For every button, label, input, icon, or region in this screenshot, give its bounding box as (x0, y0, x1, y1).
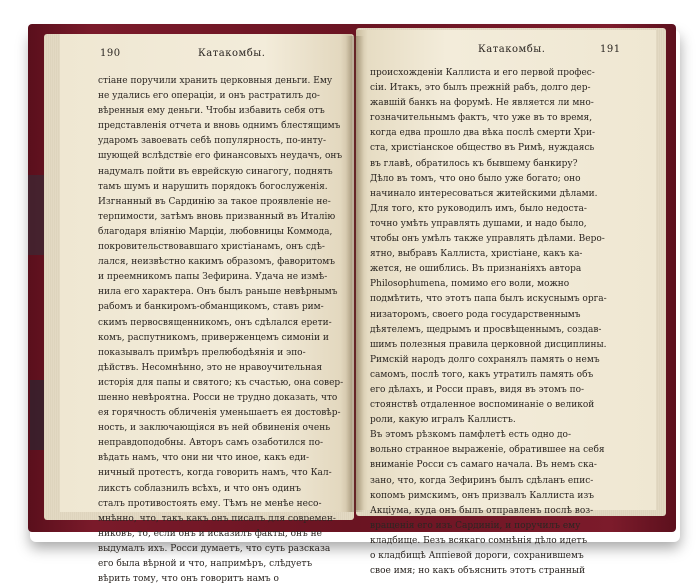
text-line: тамъ шумъ и нарушить порядокъ богослуженiя. (98, 181, 328, 192)
text-line: ста, христiанское общество въ Римѣ, нуждаясь (370, 143, 595, 154)
text-line: жавшiй банкъ на форумѣ. Не является ли мно- (370, 98, 594, 109)
text-line: сiи. Итакъ, это былъ прежнiй рабъ, долго дер- (370, 83, 591, 94)
text-line: когда едва прошло два вѣка послѣ смерти Хри- (370, 128, 596, 139)
text-line: надумалъ пойти въ еврейскую синагогу, поднять (98, 166, 333, 177)
text-line: исторiя для папы и святого; къ счастью, она совер- (98, 377, 344, 388)
text-line: Изгнанный въ Сардинiю за такое проявленiе не- (98, 196, 331, 207)
text-line: низаторомъ, своего рода государственнымъ (370, 309, 581, 320)
text-line: кладбище. Безъ всякаго сомнѣнiя дѣло идетъ (370, 535, 588, 546)
text-line: стоянствѣ отдаленное воспоминанiе о великой (370, 400, 595, 411)
text-line: дѣятелемъ, щедрымъ и просвѣщеннымъ, создав- (370, 324, 602, 335)
text-line: роли, какую игралъ Каллистъ. (370, 415, 516, 426)
text-line: свое имя; но какъ объяснить этотъ странный (370, 566, 586, 577)
text-line: вниманiе Росси съ самаго начала. Въ немъ ска- (370, 460, 597, 471)
text-line: Дѣло въ томъ, что оно было уже богато; оно (370, 173, 581, 184)
text-line: показывалъ примѣръ прелюбодѣянiя и эпо- (98, 347, 306, 358)
text-line: Для того, кто руководилъ имъ, было недоста- (370, 203, 587, 214)
text-line: шующей вслѣдствiе его финансовыхъ неудачъ, онъ (98, 151, 343, 162)
text-line: зано, что, когда Зефиринъ былъ сдѣланъ епис- (370, 475, 594, 486)
text-line: стiане поручили хранить церковныя деньги. Ему (98, 76, 333, 86)
book-gutter (346, 36, 364, 512)
text-line: неправдоподобны. Авторъ самъ озаботился по- (98, 438, 324, 449)
text-line: начинало интересоваться житейскими дѣлами. (370, 188, 598, 199)
page-text (98, 74, 348, 587)
text-line: не удались его операцiи, и онъ растратилъ до- (98, 91, 320, 102)
text-line: копомъ римскимъ, онъ призвалъ Каллиста изъ (370, 490, 594, 501)
text-line: и преемникомъ папы Зефирина. Удача не измѣ- (98, 272, 328, 283)
text-line: Акцiума, куда онъ былъ отправленъ послѣ воз- (370, 505, 594, 516)
page-number: 191 (600, 44, 621, 55)
text-line: терпимости, затѣмъ вновь призванный въ Италiю (98, 211, 336, 222)
text-line: дѣйствъ. Несомнѣнно, это не нравоучительная (98, 362, 323, 373)
text-line: вращенiя его изъ Сардинiи, и поручилъ ему (370, 520, 581, 531)
text-line: комъ, распутникомъ, приверженцемъ симонiи и (98, 332, 329, 343)
text-line: шимъ полезныя правила церковной дисциплины. (370, 339, 607, 350)
text-line: ятно, выбравъ Каллиста, христiане, какъ ка- (370, 249, 583, 260)
text-line: жется, не ошиблись. Въ признанiяхъ автора (370, 264, 582, 275)
text-line: рабомъ и банкиромъ-обманщикомъ, ставъ рим- (98, 302, 324, 313)
text-line: вѣдать намъ, что они ни что иное, какъ еди- (98, 453, 310, 464)
text-line: Римскiй народъ долго сохранялъ память о немъ (370, 354, 600, 365)
text-line: благодаря влiянiю Марцiи, любовницы Коммода, (98, 226, 333, 237)
text-line: чтобы онъ умѣлъ также управлять дѣлами. Веро- (370, 234, 605, 245)
text-line: его дѣлахъ, и Росси правъ, видя въ этомъ по- (370, 384, 585, 395)
left-page (60, 34, 352, 585)
text-line: вольно странное выраженiе, обратившее на себя (370, 445, 605, 456)
text-line: ничный протестъ, когда говорить намъ, что Кал- (98, 468, 332, 479)
text-line: ность, и заключающiяся въ ней обвиненiя очень (98, 423, 331, 434)
text-line: покровительствовавшаго христiанамъ, онъ сдѣ- (98, 242, 325, 253)
text-line: скимъ первосвященникомъ, онъ сдѣлался ерети- (98, 317, 332, 328)
text-line: вѣренныя ему деньги. Чтобы избавить себя отъ (98, 106, 325, 117)
right-page (356, 30, 656, 577)
text-line: сталъ противостоять ему. Тѣмъ не менѣе несо- (98, 498, 322, 509)
text-line: Philosophumena, помимо его воли, можно (370, 279, 570, 290)
text-line: ударомъ завоевать себѣ популярность, по-инту- (98, 136, 326, 147)
text-line: самомъ, послѣ того, какъ утратилъ память объ (370, 369, 594, 380)
running-header: Катакомбы. (198, 48, 266, 59)
page-number: 190 (100, 48, 121, 59)
text-line: его была вѣрной и что, напримѣръ, слѣдуетъ (98, 559, 313, 569)
text-line: выдумалъ ихъ. Росси думаетъ, что суть разсказа (98, 543, 331, 554)
page-text (370, 66, 632, 579)
text-line: представленiя отчета и вновь однимъ блестящимъ (98, 121, 341, 132)
text-line: лался, неизвѣстно какимъ образомъ, фаворитомъ (98, 257, 335, 268)
text-line: нила его характера. Онъ былъ раньше невѣрнымъ (98, 287, 338, 298)
text-line: Въ этомъ рѣзкомъ памфлетѣ есть одно до- (370, 430, 572, 441)
text-line: о кладбищѣ Аппiевой дороги, сохранившемъ (370, 551, 584, 561)
text-line: подмѣтить, что этотъ папа былъ искуснымъ орга- (370, 294, 607, 305)
text-line: гозначительнымъ фактъ, что уже въ то время, (370, 113, 593, 124)
text-line: происхожденiи Каллиста и его первой профес- (370, 68, 595, 78)
text-line: мнѣнно, что, такъ какъ онъ писалъ для современ- (98, 513, 336, 524)
text-line: точно умѣть управлять душами, и надо было, (370, 218, 587, 229)
text-line: шенно невѣроятна. Росси не трудно доказать, что (98, 392, 338, 403)
text-line: вѣрить тому, что онъ говоритъ намъ о (98, 574, 279, 585)
running-header: Катакомбы. (478, 44, 546, 55)
text-line: ликстъ соблазнилъ всѣхъ, и что онъ одинъ (98, 483, 301, 494)
text-line: никовъ, то, если онъ и исказилъ факты, онъ не (98, 528, 322, 539)
text-line: ея горячность обличенiя уменьшаетъ ея достовѣр- (98, 408, 341, 419)
text-line: въ главѣ, обратилось къ бывшему банкиру? (370, 158, 578, 169)
